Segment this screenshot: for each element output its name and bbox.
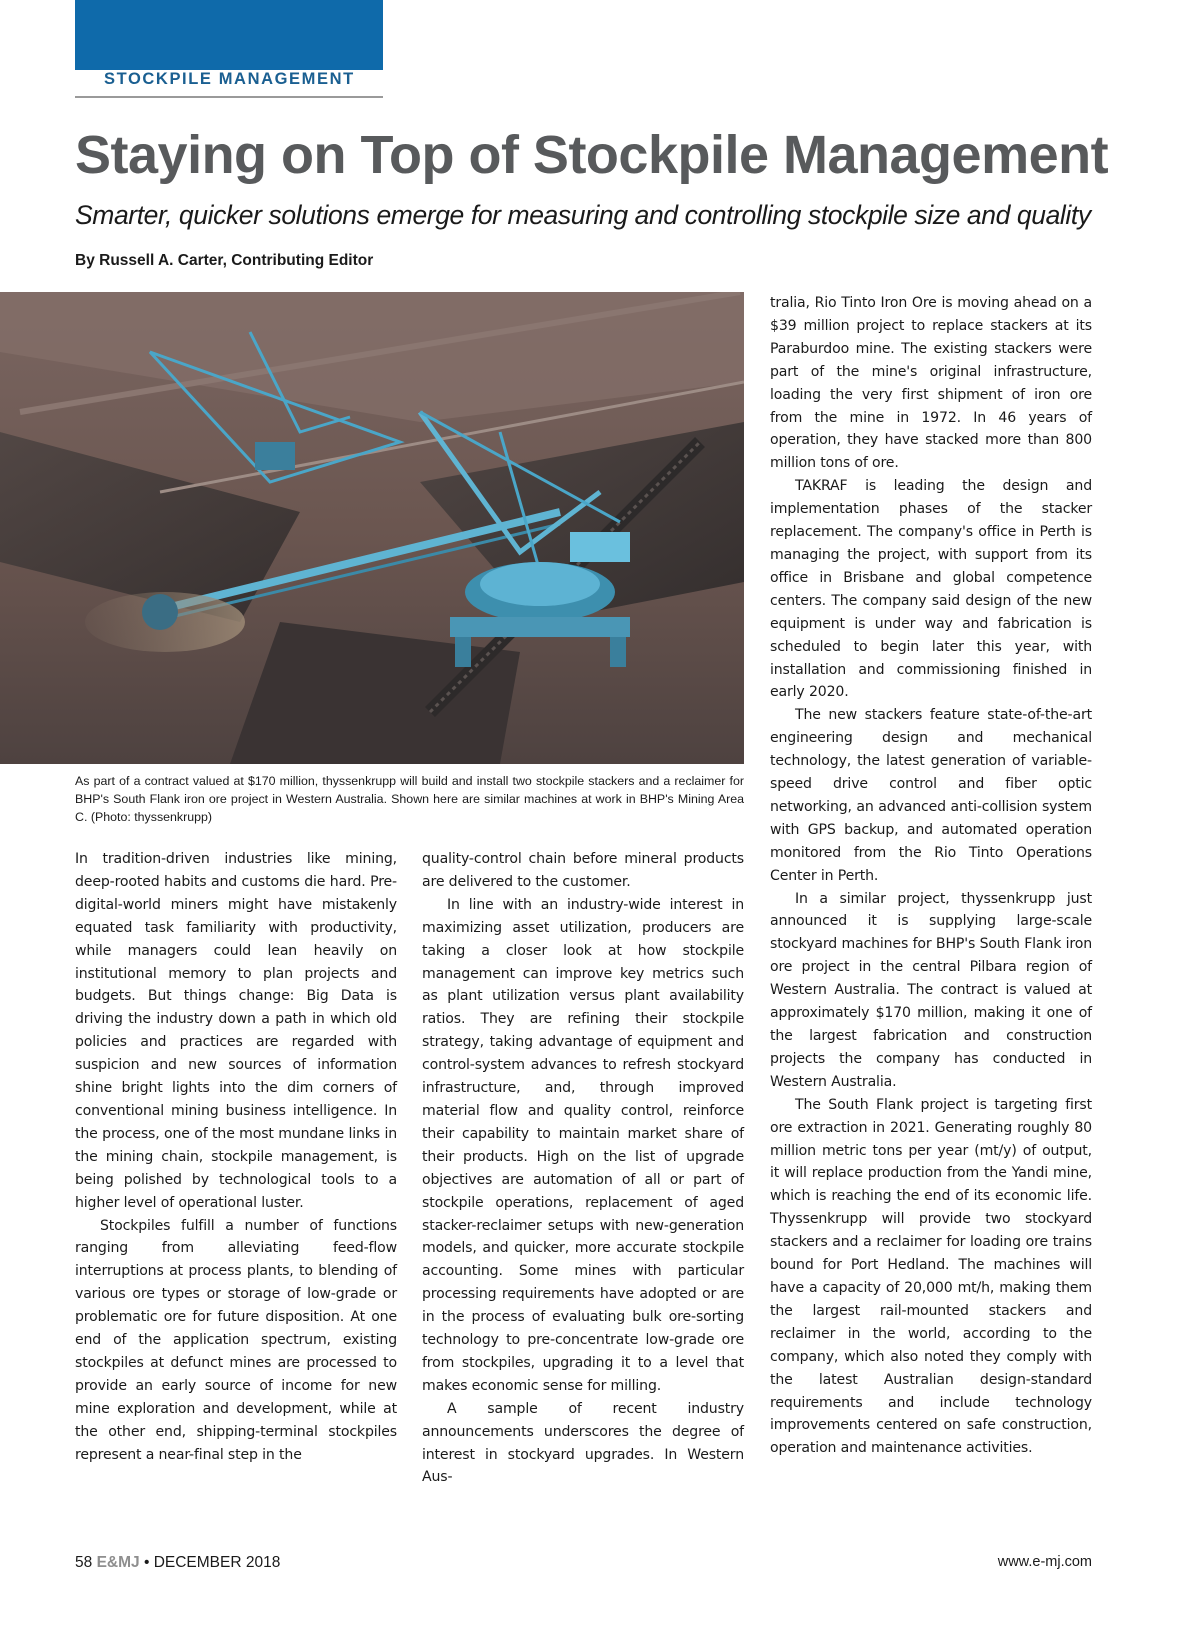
paragraph: The new stackers feature state-of-the-art engineering design and mechanical technology, the latest generation of variable-speed drive control and fiber optic networking, an advanced anti-collision system with GPS backup, and automated operation monitored from the Rio Tinto Operations Center in Perth. xyxy=(770,707,1092,884)
body-column-2 xyxy=(422,848,744,1489)
paragraph: The South Flank project is targeting first ore extraction in 2021. Generating roughly 80 million metric tons per year (mt/y) of output, it will replace production from the Yandi mine, which is reaching the end of its economic life. Thyssenkrupp will provide two stockyard stackers and a reclaimer for loading ore trains bound for Port Hedland. The machines will have a capacity of 20,000 mt/h, making them the largest rail-mounted stackers and reclaimer in the world, according to the company, which also noted they comply with the latest Australian design-standard requirements and include technology improvements centered on safe construction, operation and maintenance activities. xyxy=(770,1096,1092,1457)
body-column-1 xyxy=(75,848,397,1466)
body-column-3 xyxy=(770,292,1092,1460)
stacker-reclaimer-photo xyxy=(0,292,744,764)
article-deck: Smarter, quicker solutions emerge for measuring and controlling stockpile size and quality xyxy=(75,200,1091,230)
issue-date: DECEMBER 2018 xyxy=(153,1554,281,1571)
paragraph: tralia, Rio Tinto Iron Ore is moving ahead on a $39 million project to replace stackers at its Paraburdoo mine. The existing stackers were part of the mine's original infrastructure, loading the very first shipment of iron ore from the mine in 1972. In 46 years of operation, they have stacked more than 800 million tons of ore. xyxy=(770,295,1092,472)
publication-name: E&MJ xyxy=(96,1554,140,1571)
paragraph: In tradition-driven industries like mining, deep-rooted habits and customs die hard. Pre-digital-world miners might have mistakenly equated task familiarity with productivity, while managers could lean heavily on institutional memory to plan projects and budgets. But things change: Big Data is driving the industry down a path in which old policies and practices are regarded with suspicion and new sources of information shine bright lights into the dim corners of conventional mining business intelligence. In the process, one of the most mundane links in the mining chain, stockpile management, is being polished by technological tools to a higher level of operational luster. xyxy=(75,851,397,1211)
website-url: www.e-mj.com xyxy=(997,1554,1092,1570)
section-rule xyxy=(75,96,383,98)
byline: By Russell A. Carter, Contributing Editor xyxy=(75,252,374,269)
paragraph: TAKRAF is leading the design and implementation phases of the stacker replacement. The company's office in Perth is managing the project, with support from its office in Brisbane and global competence centers. The company said design of the new equipment is under way and fabrication is scheduled to begin later this year, with installation and commissioning finished in early 2020. xyxy=(770,478,1092,701)
page-footer xyxy=(75,1554,280,1572)
footer-separator: • xyxy=(143,1554,150,1571)
section-color-bar xyxy=(75,0,383,70)
section-tag: STOCKPILE MANAGEMENT xyxy=(104,70,355,88)
photo-caption: As part of a contract valued at $170 million, thyssenkrupp will build and install two stockpile stackers and a reclaimer for BHP's South Flank iron ore project in Western Australia. Shown here are similar machines at work in BHP's Mining Area C. (Photo: thyssenkrupp) xyxy=(75,774,744,824)
paragraph: In a similar project, thyssenkrupp just announced it is supplying large-scale stockyard machines for BHP's South Flank iron ore project in the central Pilbara region of Western Australia. The contract is valued at approximately $170 million, making it one of the largest fabrication and construction projects the company has conducted in Western Australia. xyxy=(770,890,1092,1090)
page-number: 58 xyxy=(75,1554,93,1571)
article-title: Staying on Top of Stockpile Management xyxy=(75,125,1109,185)
paragraph: In line with an industry-wide interest in maximizing asset utilization, producers are taking a closer look at how stockpile management can improve key metrics such as plant utilization versus plant availability ratios. They are refining their stockpile strategy, taking advantage of equipment and control-system advances to refresh stockyard infrastructure, and, through improved material flow and quality control, reinforce their capability to maintain market share of their products. High on the list of upgrade objectives are automation of all or part of stockpile operations, replacement of aged stacker-reclaimer setups with new-generation models, and quicker, more accurate stockpile accounting. Some mines with particular processing requirements have adopted or are in the process of evaluating bulk ore-sorting technology to pre-concentrate low-grade ore from stockpiles, upgrading it to a level that makes economic sense for milling. xyxy=(422,896,744,1394)
paragraph: A sample of recent industry announcements underscores the degree of interest in stockyard upgrades. In Western Aus- xyxy=(422,1400,744,1486)
paragraph: quality-control chain before mineral products are delivered to the customer. xyxy=(422,851,744,890)
paragraph: Stockpiles fulfill a number of functions ranging from alleviating feed-flow interruptions at process plants, to blending of various ore types or storage of low-grade or problematic ore for future disposition. At one end of the application spectrum, existing stockpiles at defunct mines are processed to provide an early source of income for new mine exploration and development, while at the other end, shipping-terminal stockpiles represent a near-final step in the xyxy=(75,1217,397,1463)
